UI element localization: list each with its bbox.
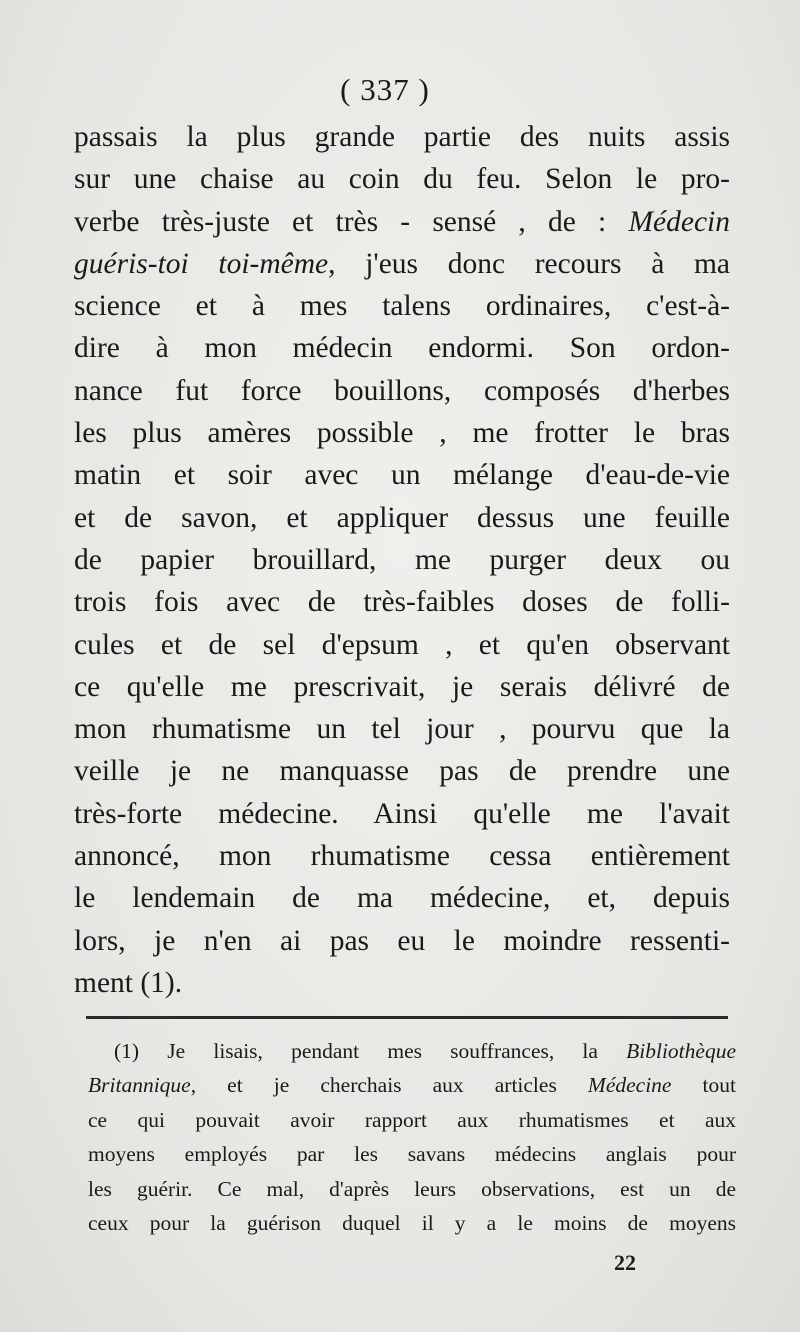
main-text	[74, 116, 730, 1004]
text-line	[74, 750, 730, 792]
text-run: , et je cherchais aux articles	[190, 1073, 588, 1098]
text-line	[74, 412, 730, 454]
text-run: veille je ne manquasse pas de prendre une	[74, 755, 730, 788]
text-run: mon rhumatisme un tel jour , pourvu que la	[74, 713, 730, 746]
text-run: et de savon, et appliquer dessus une feuille	[74, 501, 730, 534]
italic-run: guéris-toi toi-même	[74, 247, 329, 280]
text-run: verbe très-juste et très - sensé , de :	[74, 205, 629, 238]
text-line	[74, 201, 730, 243]
text-line	[74, 497, 730, 539]
footnote-line	[88, 1068, 736, 1102]
text-line	[74, 624, 730, 666]
italic-run: Bibliothèque	[626, 1039, 736, 1063]
page-number: ( 337 )	[340, 72, 430, 107]
text-line	[74, 370, 730, 412]
footnote	[88, 1034, 736, 1240]
text-run: lors, je n'en ai pas eu le moindre ressenti-	[74, 924, 730, 957]
text-line	[74, 539, 730, 581]
footnote-line: ceux pour la guérison duquel il y a le moins de moyens	[88, 1210, 736, 1235]
text-run: , j'eus donc recours à ma	[328, 247, 730, 280]
text-run: ment (1).	[74, 966, 183, 999]
text-run: ce qu'elle me prescrivait, je serais délivré de	[74, 670, 730, 703]
footnote-line: ce qui pouvait avoir rapport aux rhumatismes et aux	[88, 1107, 736, 1132]
text-run: passais la plus grande partie des nuits assis	[74, 121, 730, 153]
text-run: matin et soir avec un mélange d'eau-de-vie	[74, 459, 730, 492]
text-run: trois fois avec de très-faibles doses de folli-	[74, 586, 730, 619]
text-line	[74, 962, 730, 1004]
text-run: (1) Je lisais, pendant mes souffrances, la	[114, 1039, 627, 1063]
text-run: sur une chaise au coin du feu. Selon le pro-	[74, 163, 730, 196]
text-line	[74, 158, 730, 200]
text-line	[74, 877, 730, 919]
text-line	[74, 581, 730, 623]
text-run: dire à mon médecin endormi. Son ordon-	[74, 332, 730, 365]
text-run: les plus amères possible , me frotter le bras	[74, 417, 730, 450]
text-run: très-forte médecine. Ainsi qu'elle me l'avait	[74, 797, 730, 830]
text-run: de papier brouillard, me purger deux ou	[74, 543, 730, 576]
text-line	[74, 708, 730, 750]
text-run: tout	[671, 1073, 736, 1098]
footnote-line: les guérir. Ce mal, d'après leurs observations, est un de	[88, 1176, 736, 1201]
italic-run: Britannique	[88, 1073, 191, 1098]
signature-mark: 22	[614, 1250, 636, 1275]
footnote-line	[88, 1034, 736, 1068]
text-run: annoncé, mon rhumatisme cessa entièrement	[74, 840, 730, 873]
text-run: cules et de sel d'epsum , et qu'en observant	[74, 628, 730, 661]
text-line	[74, 454, 730, 496]
text-line	[74, 243, 730, 285]
text-run: nance fut force bouillons, composés d'herbes	[74, 374, 730, 407]
text-line	[74, 327, 730, 369]
italic-run: Médecin	[628, 205, 730, 238]
text-line	[74, 793, 730, 835]
text-line	[74, 920, 730, 962]
text-run: le lendemain de ma médecine, et, depuis	[74, 882, 730, 915]
text-run: science et à mes talens ordinaires, c'est-à-	[74, 290, 730, 323]
text-line	[74, 285, 730, 327]
footnote-rule	[86, 1016, 728, 1019]
footnote-line: moyens employés par les savans médecins anglais pour	[88, 1142, 736, 1167]
text-line	[74, 666, 730, 708]
text-line	[74, 835, 730, 877]
italic-run: Médecine	[587, 1073, 672, 1098]
text-line	[74, 116, 730, 158]
